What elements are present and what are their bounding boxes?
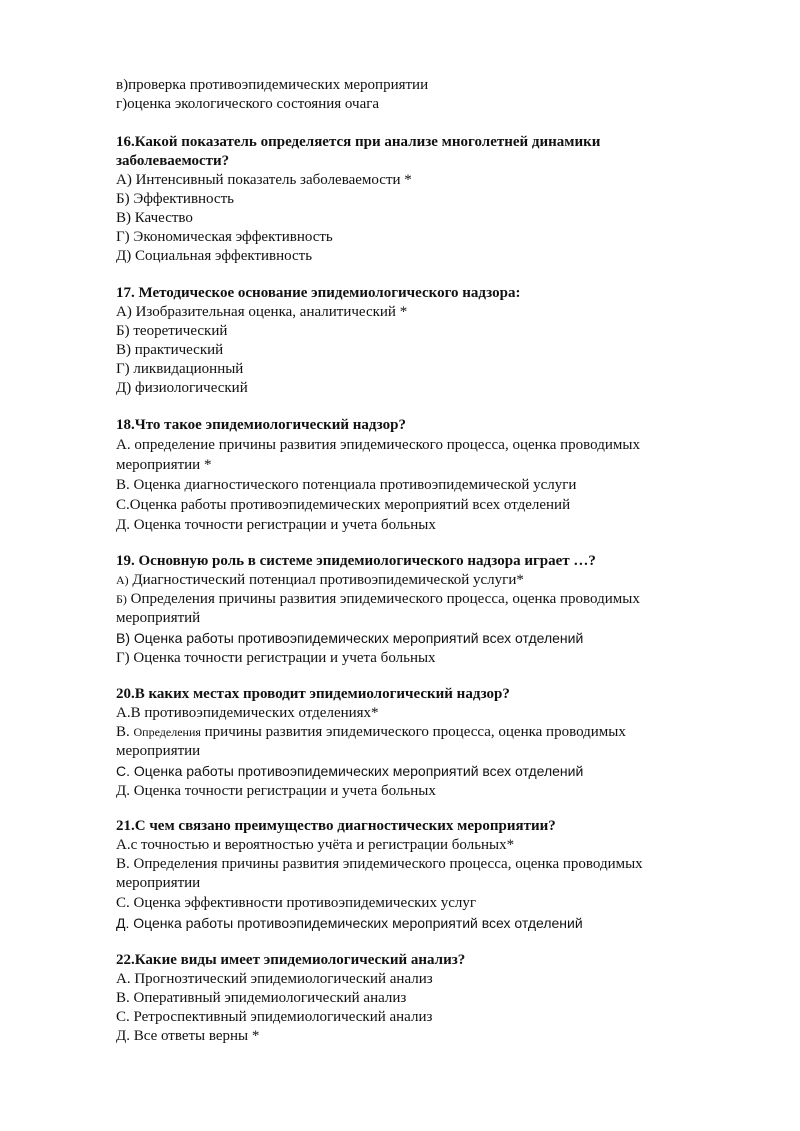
answer-option: С.Оценка работы противоэпидемических мероприятий всех отделений [116, 497, 571, 513]
answer-option: А.В противоэпидемических отделениях* [116, 705, 379, 721]
answer-option: Г) ликвидационный [116, 361, 244, 377]
document-page [116, 76, 716, 1046]
question-title: 20.В каких местах проводит эпидемиологический надзор? [116, 686, 510, 702]
answer-prefix: Б) [116, 592, 127, 606]
answer-option: А.с точностью и вероятностью учёта и регистрации больных* [116, 837, 515, 853]
answer-option: С. Оценка работы противоэпидемических мероприятий всех отделений [116, 763, 584, 779]
answer-option: А. определение причины развития эпидемического процесса, оценка проводимых мероприятии * [116, 437, 640, 473]
question-21 [116, 817, 716, 933]
answer-option: Определения причины развития эпидемического процесса, оценка проводимых мероприятий [116, 591, 640, 626]
question-title: 17. Методическое основание эпидемиологического надзора: [116, 285, 521, 301]
answer-option: С. Ретроспективный эпидемиологический анализ [116, 1009, 433, 1025]
answer-option: Г) Оценка точности регистрации и учета больных [116, 650, 436, 666]
answer-option: А) Интенсивный показатель заболеваемости * [116, 172, 412, 188]
question-title: 19. Основную роль в системе эпидемиологического надзора играет …? [116, 553, 596, 569]
answer-option: Б) теоретический [116, 323, 228, 339]
answer-option: Д. Оценка точности регистрации и учета больных [116, 517, 436, 533]
answer-option: В. Определения причины развития эпидемического процесса, оценка проводимых мероприятии [116, 856, 643, 891]
answer-option: Д. Оценка точности регистрации и учета больных [116, 783, 436, 799]
answer-option: С. Оценка эффективности противоэпидемических услуг [116, 895, 476, 911]
question-title: 16.Какой показатель определяется при анализе многолетней динамики заболеваемости? [116, 134, 601, 169]
answer-option: Б) Эффективность [116, 191, 234, 207]
question-18 [116, 416, 716, 535]
answer-option: А. Прогнозтический эпидемиологический анализ [116, 971, 433, 987]
question-17 [116, 284, 716, 398]
question-title: 18.Что такое эпидемиологический надзор? [116, 417, 406, 433]
question-16 [116, 133, 716, 266]
answer-prefix: В. [116, 724, 134, 740]
answer-option: Д) физиологический [116, 380, 248, 396]
answer-option: А) Изобразительная оценка, аналитический * [116, 304, 408, 320]
intro-line: в)проверка противоэпидемических мероприятии [116, 77, 429, 93]
intro-block [116, 76, 716, 114]
question-title: 22.Какие виды имеет эпидемиологический анализ? [116, 952, 466, 968]
question-19 [116, 552, 716, 668]
answer-option: Г) Экономическая эффективность [116, 229, 333, 245]
answer-option: В) практический [116, 342, 224, 358]
answer-option: Д. Все ответы верны * [116, 1028, 260, 1044]
answer-option: В) Оценка работы противоэпидемических мероприятий всех отделений [116, 630, 584, 646]
answer-prefix: А) [116, 573, 129, 587]
answer-option: Диагностический потенциал противоэпидемической услуги* [128, 572, 524, 588]
question-title: 21.С чем связано преимущество диагностических мероприятии? [116, 818, 556, 834]
answer-option: Д. Оценка работы противоэпидемических мероприятий всех отделений [116, 915, 583, 931]
answer-option: причины развития эпидемического процесса, оценка проводимых мероприятии [116, 724, 626, 759]
question-20 [116, 685, 716, 801]
answer-option: В) Качество [116, 210, 193, 226]
answer-option: Д) Социальная эффективность [116, 248, 313, 264]
answer-option: В. Оперативный эпидемиологический анализ [116, 990, 407, 1006]
answer-option: В. Оценка диагностического потенциала противоэпидемической услуги [116, 477, 577, 493]
question-22 [116, 951, 716, 1046]
answer-small-text: Определения [133, 725, 201, 739]
intro-line: г)оценка экологического состояния очага [116, 96, 380, 112]
